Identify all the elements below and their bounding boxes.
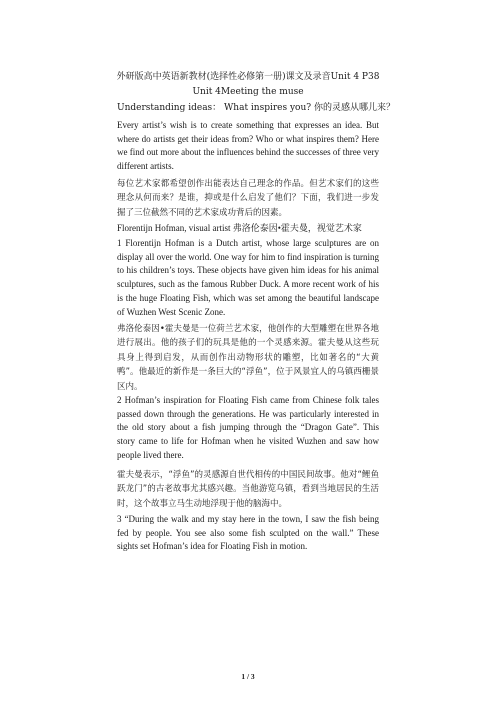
artist-heading: Florentijn Hofman, visual artist 弗洛伦泰因•霍夫曼，视觉艺术家 <box>117 223 362 233</box>
paragraph-1-en: 1 Florentijn Hofman is a Dutch artist, whose large sculptures are on display all over the world. One way for him to find inspiration is turning to his children’s toys. These objects have given him ideas for his animal sculptures, such as the famous Rubber Duck. A more recent work of his is the huge Floating Fish, which was set among the beautiful landscape of Wuzhen West Scenic Zone. <box>117 238 379 317</box>
paragraph-2-zh: 霍夫曼表示，“浮鱼”的灵感源自世代相传的中国民间故事。他对“鲤鱼跃龙门”的古老故事尤其感兴趣。当他游览乌镇，看到当地居民的生活时，这个故事立马生动地浮现于他的脑海中。 <box>117 470 379 509</box>
intro-paragraph-zh: 每位艺术家都希望创作出能表达自己理念的作品。但艺术家们的这些理念从何而来？是谁，抑或是什么启发了他们？下面，我们进一步发掘了三位截然不同的艺术家成功背后的因素。 <box>117 179 379 218</box>
paragraph-1-zh: 弗洛伦泰因•霍夫曼是一位荷兰艺术家，他创作的大型雕塑在世界各地进行展出。他的孩子们的玩具是他的一个灵感来源。霍夫曼从这些玩具身上得到启发，从而创作出动物形状的雕塑，比如著名的“大黄鸭”。他最近的新作是一条巨大的“浮鱼”，位于风景宜人的乌镇西栅景区内。 <box>117 324 379 392</box>
paragraph-2-en: 2 Hofman’s inspiration for Floating Fish came from Chinese folk tales passed down through the generations. He was particularly interested in the old story about a fish jumping through the “Dragon Gate”. This story came to life for Hofman when he visited Wuzhen and saw how people lived there. <box>117 395 379 460</box>
document-title: 外研版高中英语新教材(选择性必修第一册)课文及录音Unit 4 P38 <box>116 72 380 82</box>
paragraph-3-en: 3 “During the walk and my stay here in the town, I saw the fish being fed by people. You see also some fish sculpted on the wall.” These sights set Hofman’s idea for Floating Fish in motion. <box>117 514 379 552</box>
intro-paragraph-en: Every artist’s wish is to create something that expresses an idea. But where do artists get their ideas from? Who or what inspires them? Here we find out more about the influences behind the successes of three very different artists. <box>117 120 379 172</box>
page-number: 1 / 3 <box>241 672 255 681</box>
unit-title: Unit 4Meeting the muse <box>192 87 304 97</box>
section-heading: Understanding ideas： What inspires you? 你的灵感从哪儿来？ <box>117 103 395 113</box>
